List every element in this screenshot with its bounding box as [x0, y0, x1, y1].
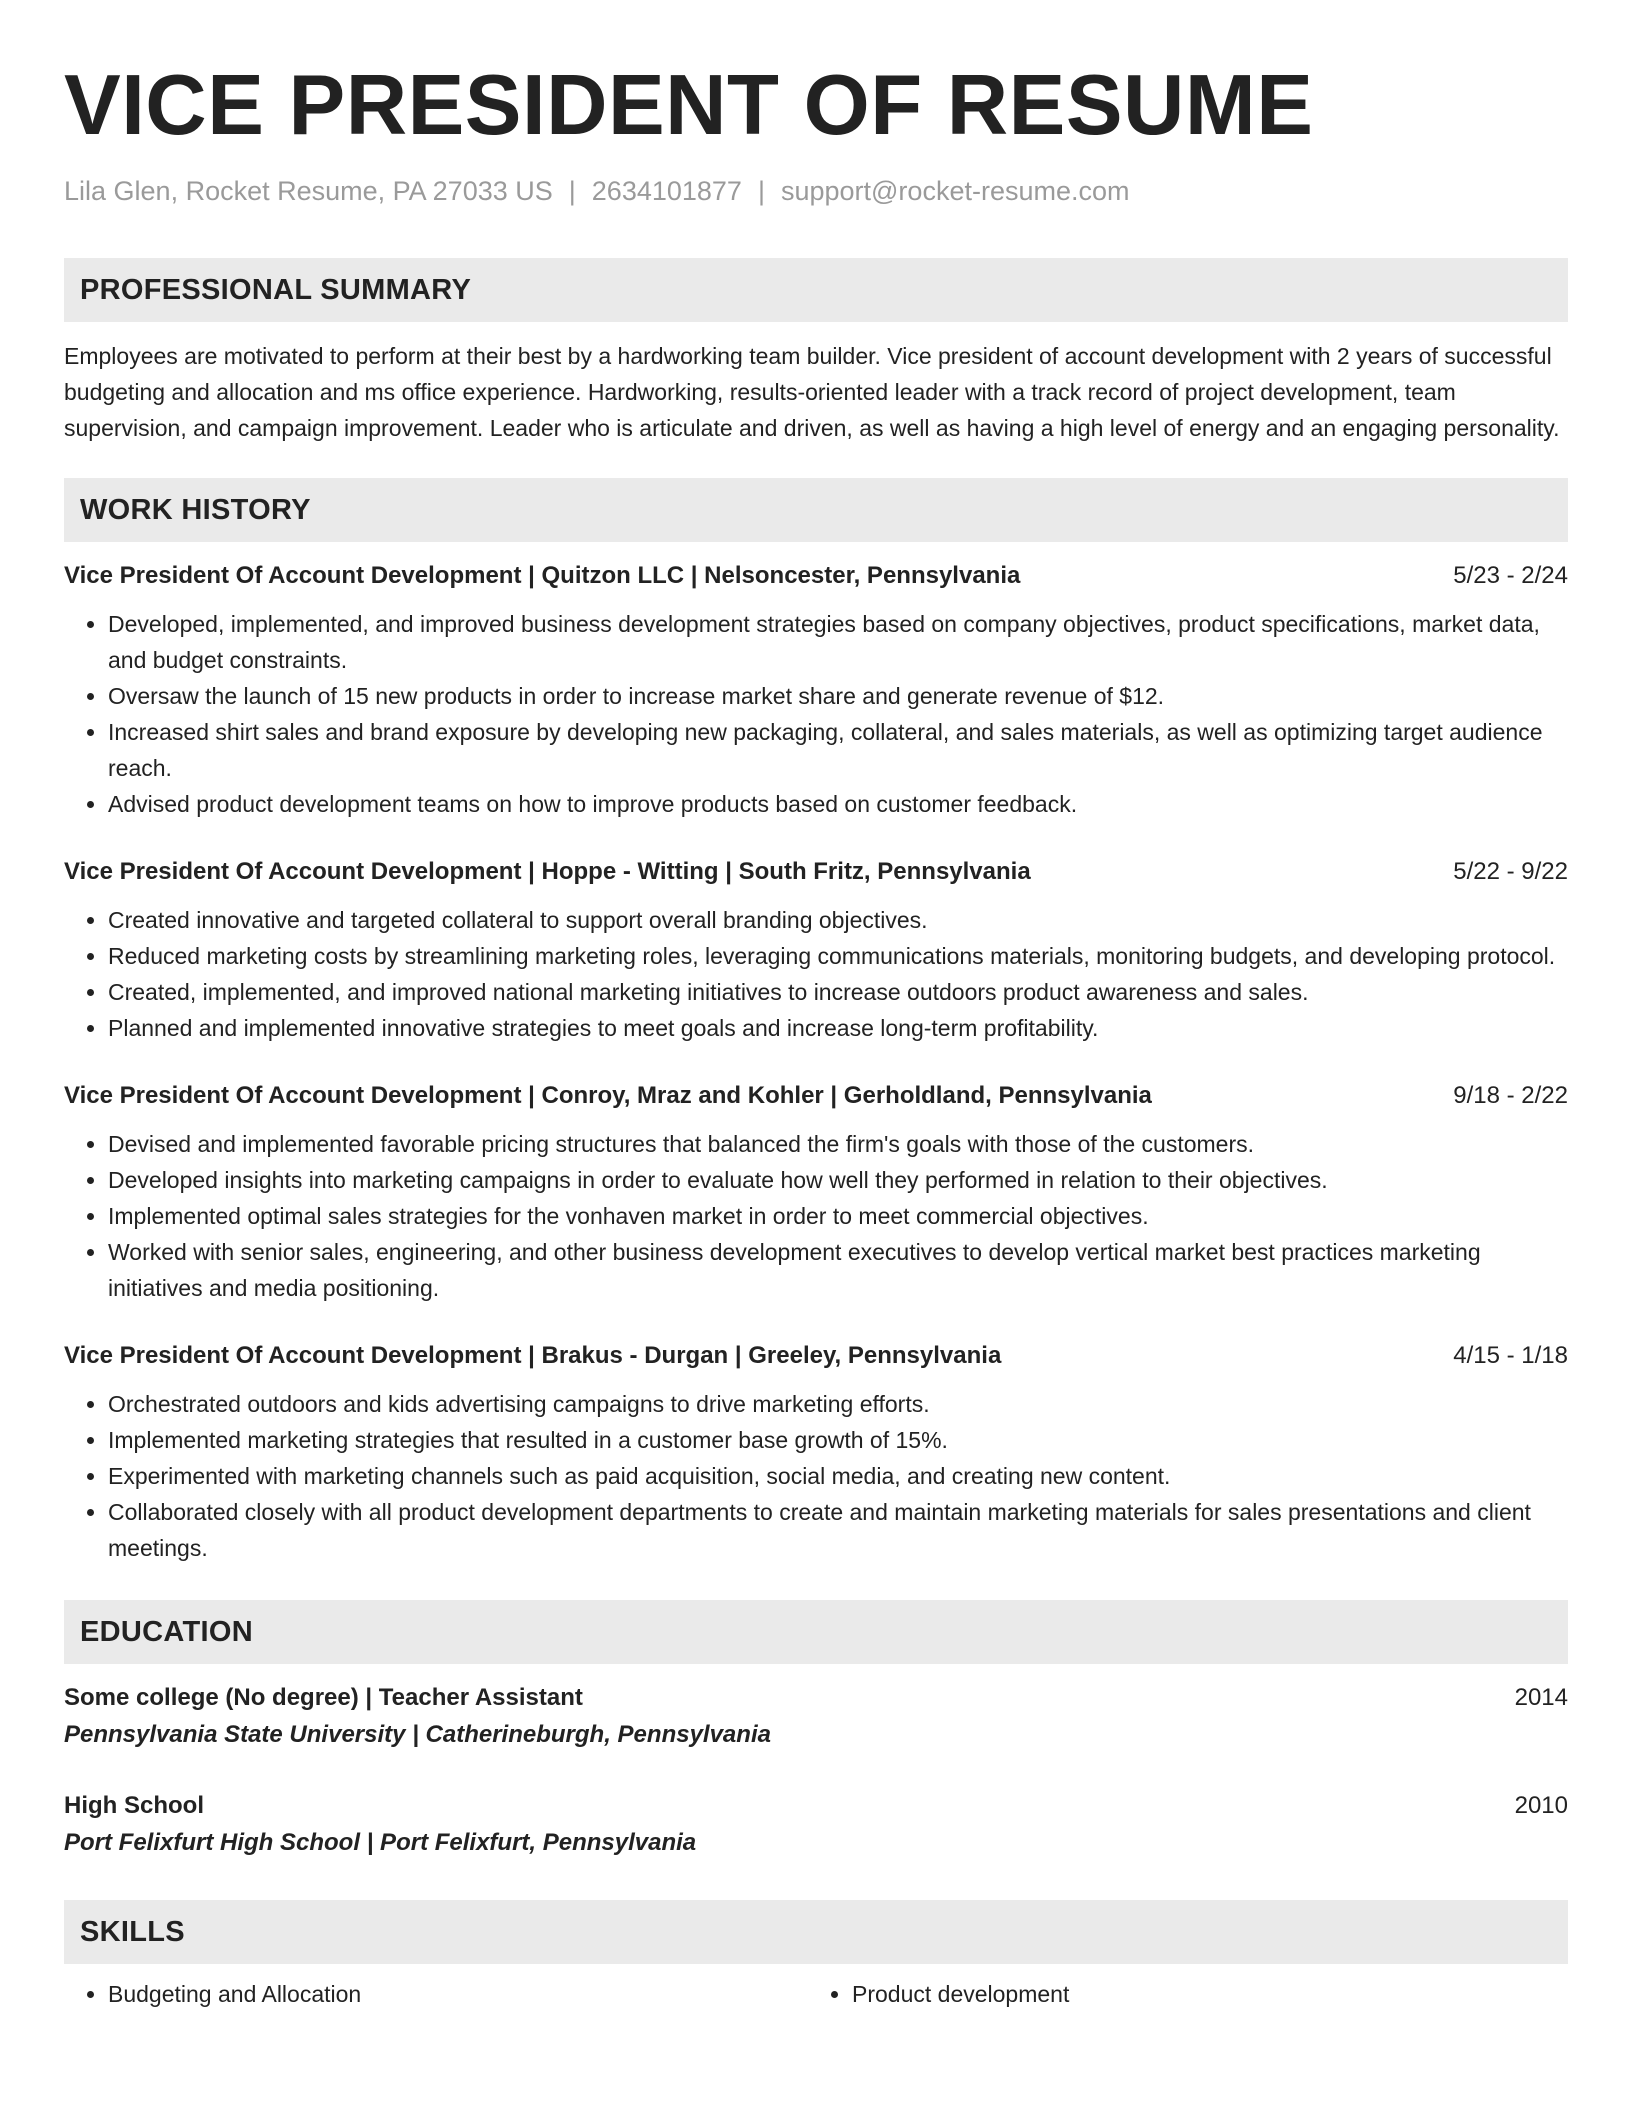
job-bullet: • Reduced marketing costs by streamlining marketing roles, leveraging communications materials, monitoring budgets, and developing protocol. — [108, 938, 1568, 974]
job-header — [64, 1340, 1568, 1372]
job-bullet: • Collaborated closely with all product development departments to create and maintain marketing materials for sales presentations and client meetings. — [108, 1494, 1568, 1566]
education-heading: EDUCATION — [80, 1615, 253, 1648]
job-bullet: • Implemented optimal sales strategies for the vonhaven market in order to meet commercial objectives. — [108, 1198, 1568, 1234]
job-dates: 9/18 - 2/22 — [1453, 1082, 1568, 1109]
job-dates: 5/23 - 2/24 — [1453, 562, 1568, 589]
education-entry — [64, 1680, 1568, 1754]
contact-phone: 2634101877 — [591, 176, 742, 206]
contact-separator: | — [757, 176, 765, 206]
job-bullet: • Devised and implemented favorable pricing structures that balanced the firm's goals with those of the customers. — [108, 1126, 1568, 1162]
job-header — [64, 1080, 1568, 1112]
education-year: 2010 — [1514, 1792, 1568, 1819]
job-dates: 4/15 - 1/18 — [1453, 1342, 1568, 1369]
job-bullets — [64, 1386, 1568, 1566]
job-bullet: • Worked with senior sales, engineering, and other business development executives to develop vertical market best practices marketing initiatives and media positioning. — [108, 1234, 1568, 1306]
job-bullet: • Created innovative and targeted collateral to support overall branding objectives. — [108, 902, 1568, 938]
summary-text: Employees are motivated to perform at their best by a hardworking team builder. Vice president of account development with 2 years of successful budgeting and allocation and ms office experience. Hardworking, results-oriented leader with a track record of project development, team supervision, and campaign improvement. Leader who is articulate and driven, as well as having a high level of energy and an engaging personality. — [64, 343, 1560, 441]
job-entry — [64, 560, 1568, 822]
job-dates: 5/22 - 9/22 — [1453, 858, 1568, 885]
skill-item: • Budgeting and Allocation — [108, 1976, 808, 2012]
education-section-header — [64, 1600, 1568, 1664]
education-school: Pennsylvania State University | Catherineburgh, Pennsylvania — [64, 1721, 771, 1748]
job-bullet: • Developed insights into marketing campaigns in order to evaluate how well they performed in relation to their objectives. — [108, 1162, 1568, 1198]
job-header — [64, 856, 1568, 888]
job-bullets — [64, 1126, 1568, 1306]
job-title: Vice President Of Account Development | Conroy, Mraz and Kohler | Gerholdland, Pennsylvania — [64, 1082, 1152, 1109]
contact-email: support@rocket-resume.com — [780, 176, 1130, 206]
summary-heading: PROFESSIONAL SUMMARY — [80, 273, 472, 306]
job-entry — [64, 1340, 1568, 1566]
work-heading: WORK HISTORY — [80, 493, 311, 526]
education-degree: Some college (No degree) | Teacher Assistant — [64, 1684, 583, 1711]
education-header — [64, 1788, 1568, 1824]
education-year: 2014 — [1514, 1684, 1568, 1711]
job-entry — [64, 856, 1568, 1046]
job-bullet: • Orchestrated outdoors and kids advertising campaigns to drive marketing efforts. — [108, 1386, 1568, 1422]
job-header — [64, 560, 1568, 592]
resume-page — [64, 0, 1568, 2012]
skills-column-left — [64, 1976, 808, 2012]
job-bullet: • Advised product development teams on how to improve products based on customer feedback. — [108, 786, 1568, 822]
job-bullet: • Developed, implemented, and improved business development strategies based on company objectives, product specifications, market data, and budget constraints. — [108, 606, 1568, 678]
job-bullet: • Planned and implemented innovative strategies to meet goals and increase long-term profitability. — [108, 1010, 1568, 1046]
job-bullets — [64, 902, 1568, 1046]
job-entry — [64, 1080, 1568, 1306]
job-bullet: • Experimented with marketing channels such as paid acquisition, social media, and creating new content. — [108, 1458, 1568, 1494]
job-bullet: • Implemented marketing strategies that resulted in a customer base growth of 15%. — [108, 1422, 1568, 1458]
job-bullet: • Oversaw the launch of 15 new products in order to increase market share and generate revenue of $12. — [108, 678, 1568, 714]
work-section-header — [64, 478, 1568, 542]
job-title: Vice President Of Account Development | Hoppe - Witting | South Fritz, Pennsylvania — [64, 858, 1031, 885]
skills-section-header — [64, 1900, 1568, 1964]
job-bullets — [64, 606, 1568, 822]
education-degree: High School — [64, 1792, 204, 1819]
contact-separator: | — [568, 176, 576, 206]
contact-line — [64, 174, 1568, 208]
education-header — [64, 1680, 1568, 1716]
summary-section-header — [64, 258, 1568, 322]
education-entry — [64, 1788, 1568, 1862]
skills-heading: SKILLS — [80, 1915, 185, 1948]
job-bullet: • Created, implemented, and improved national marketing initiatives to increase outdoors product awareness and sales. — [108, 974, 1568, 1010]
skill-item: • Product development — [852, 1976, 1552, 2012]
skills-column-right — [808, 1976, 1552, 2012]
skills-list — [64, 1976, 1568, 2012]
job-bullet: • Increased shirt sales and brand exposure by developing new packaging, collateral, and sales materials, as well as optimizing target audience reach. — [108, 714, 1568, 786]
contact-address: Lila Glen, Rocket Resume, PA 27033 US — [64, 176, 553, 206]
job-title: Vice President Of Account Development | Brakus - Durgan | Greeley, Pennsylvania — [64, 1342, 1002, 1369]
job-title: Vice President Of Account Development | Quitzon LLC | Nelsoncester, Pennsylvania — [64, 562, 1021, 589]
education-school: Port Felixfurt High School | Port Felixfurt, Pennsylvania — [64, 1829, 697, 1856]
resume-name: VICE PRESIDENT OF RESUME — [64, 58, 1314, 153]
